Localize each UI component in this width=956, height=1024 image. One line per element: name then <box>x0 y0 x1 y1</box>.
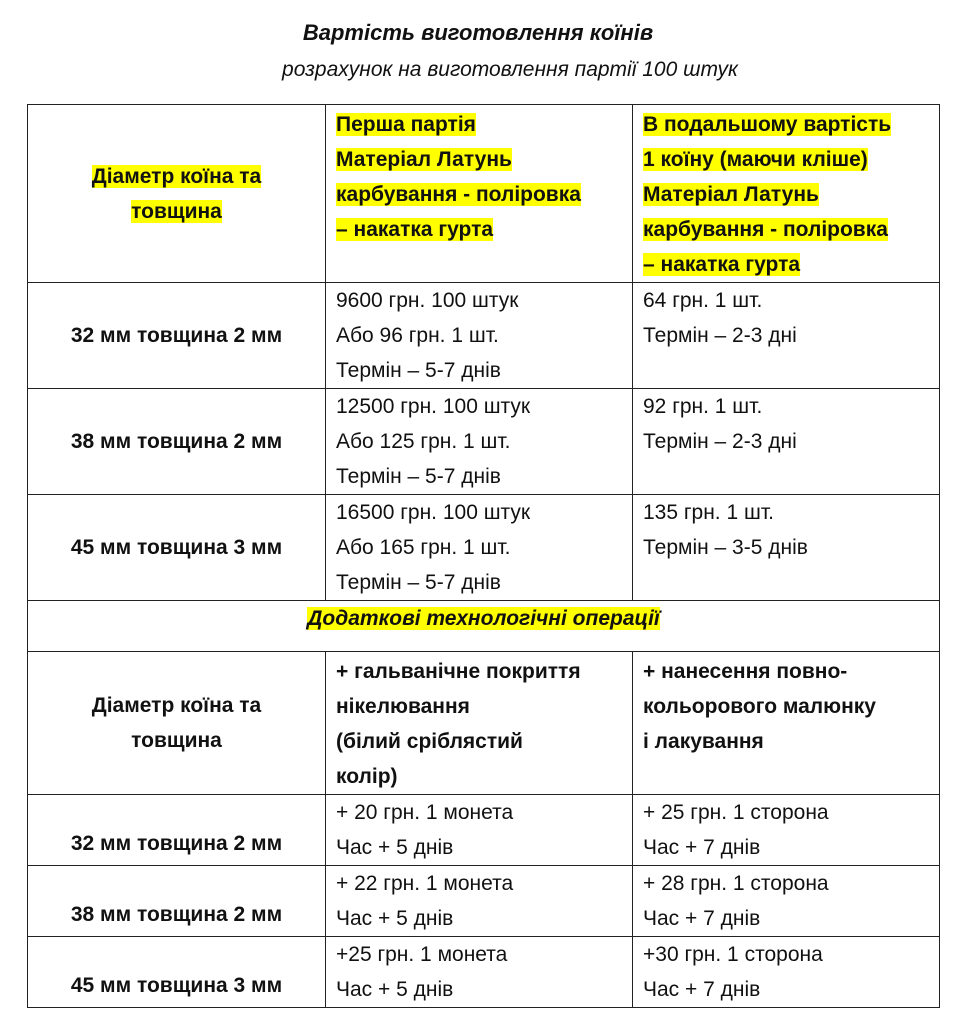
size-cell: 45 мм товщина 3 мм <box>28 495 326 601</box>
extra-header-diameter-cell <box>28 652 326 795</box>
price-line: 135 грн. 1 шт. <box>643 501 774 524</box>
price-row <box>28 283 940 389</box>
color-print-price-cell <box>633 937 940 1008</box>
document-title <box>0 18 956 48</box>
price-line: Або 165 грн. 1 шт. <box>336 536 511 559</box>
document-title-text: Вартість виготовлення коїнів <box>302 20 654 45</box>
price-row <box>28 495 940 601</box>
galvanic-price-cell <box>326 937 633 1008</box>
header-diameter-line: товщина <box>131 199 222 223</box>
term-line: Час + 5 днів <box>336 978 454 1001</box>
size-cell: 45 мм товщина 3 мм <box>28 937 326 1008</box>
term-line: Час + 7 днів <box>643 978 761 1001</box>
galvanic-price-cell <box>326 795 633 866</box>
size-cell: 38 мм товщина 2 мм <box>28 866 326 937</box>
price-line: 12500 грн. 100 штук <box>336 395 531 418</box>
extra-header-row <box>28 652 940 795</box>
term-line: Термін – 2-3 дні <box>643 324 797 347</box>
size-cell: 32 мм товщина 2 мм <box>28 283 326 389</box>
subsequent-price-cell <box>633 495 940 601</box>
header-subsequent-line: В подальшому вартість <box>643 113 892 136</box>
term-line: Термін – 5-7 днів <box>336 571 501 594</box>
color-print-header-line: і лакування <box>643 730 764 753</box>
extra-header-diameter-line: товщина <box>131 729 222 752</box>
extra-header-diameter-line: Діаметр коїна та <box>91 694 262 717</box>
galvanic-price-cell <box>326 866 633 937</box>
term-line: Час + 7 днів <box>643 907 761 930</box>
price-line: +25 грн. 1 монета <box>336 943 508 966</box>
section-title: Додаткові технологічні операції <box>307 607 660 630</box>
first-batch-price-cell <box>326 389 633 495</box>
header-diameter-cell <box>28 105 326 283</box>
extra-header-color-print-cell <box>633 652 940 795</box>
price-row <box>28 389 940 495</box>
extra-header-galvanic-cell <box>326 652 633 795</box>
header-subsequent-cell <box>633 105 940 283</box>
extra-price-row <box>28 795 940 866</box>
term-line: Термін – 2-3 дні <box>643 430 797 453</box>
price-line: + 20 грн. 1 монета <box>336 801 514 824</box>
price-line: Або 96 грн. 1 шт. <box>336 324 499 347</box>
additional-operations-row <box>28 601 940 652</box>
term-line: Час + 5 днів <box>336 836 454 859</box>
galvanic-header-line: (білий сріблястий <box>336 730 523 753</box>
document-subtitle-text: розрахунок на виготовлення партії 100 штук <box>282 58 738 81</box>
galvanic-header-line: колір) <box>336 765 398 788</box>
header-first-batch-line: карбування - поліровка <box>336 183 581 206</box>
price-line: 64 грн. 1 шт. <box>643 289 763 312</box>
extra-price-row <box>28 937 940 1008</box>
color-print-price-cell <box>633 866 940 937</box>
subsequent-price-cell <box>633 283 940 389</box>
galvanic-header-line: нікелювання <box>336 695 470 718</box>
header-first-batch-line: Матеріал Латунь <box>336 148 512 171</box>
price-line: + 28 грн. 1 сторона <box>643 872 829 895</box>
first-batch-price-cell <box>326 495 633 601</box>
header-first-batch-line: Перша партія <box>336 113 476 136</box>
header-first-batch-line: – накатка гурта <box>336 218 494 241</box>
term-line: Термін – 5-7 днів <box>336 465 501 488</box>
term-line: Термін – 5-7 днів <box>336 359 501 382</box>
galvanic-header-line: + гальванічне покриття <box>336 660 581 683</box>
price-line: 92 грн. 1 шт. <box>643 395 763 418</box>
price-line: 16500 грн. 100 штук <box>336 501 531 524</box>
color-print-header-line: + нанесення повно- <box>643 660 848 683</box>
header-diameter-line: Діаметр коїна та <box>91 164 262 188</box>
price-line: 9600 грн. 100 штук <box>336 289 519 312</box>
price-line: + 22 грн. 1 монета <box>336 872 514 895</box>
term-line: Час + 7 днів <box>643 836 761 859</box>
pricing-table <box>27 104 940 1008</box>
header-first-batch-cell <box>326 105 633 283</box>
price-line: Або 125 грн. 1 шт. <box>336 430 511 453</box>
size-cell: 32 мм товщина 2 мм <box>28 795 326 866</box>
document-subtitle <box>190 56 830 84</box>
size-cell: 38 мм товщина 2 мм <box>28 389 326 495</box>
header-subsequent-line: карбування - поліровка <box>643 218 888 241</box>
section-title-cell <box>28 601 940 652</box>
header-subsequent-line: 1 коїну (маючи кліше) <box>643 148 868 171</box>
term-line: Час + 5 днів <box>336 907 454 930</box>
term-line: Термін – 3-5 днів <box>643 536 808 559</box>
color-print-price-cell <box>633 795 940 866</box>
extra-price-row <box>28 866 940 937</box>
price-line: + 25 грн. 1 сторона <box>643 801 829 824</box>
color-print-header-line: кольорового малюнку <box>643 695 876 718</box>
header-subsequent-line: – накатка гурта <box>643 253 801 276</box>
main-header-row <box>28 105 940 283</box>
header-subsequent-line: Матеріал Латунь <box>643 183 819 206</box>
price-line: +30 грн. 1 сторона <box>643 943 823 966</box>
subsequent-price-cell <box>633 389 940 495</box>
first-batch-price-cell <box>326 283 633 389</box>
